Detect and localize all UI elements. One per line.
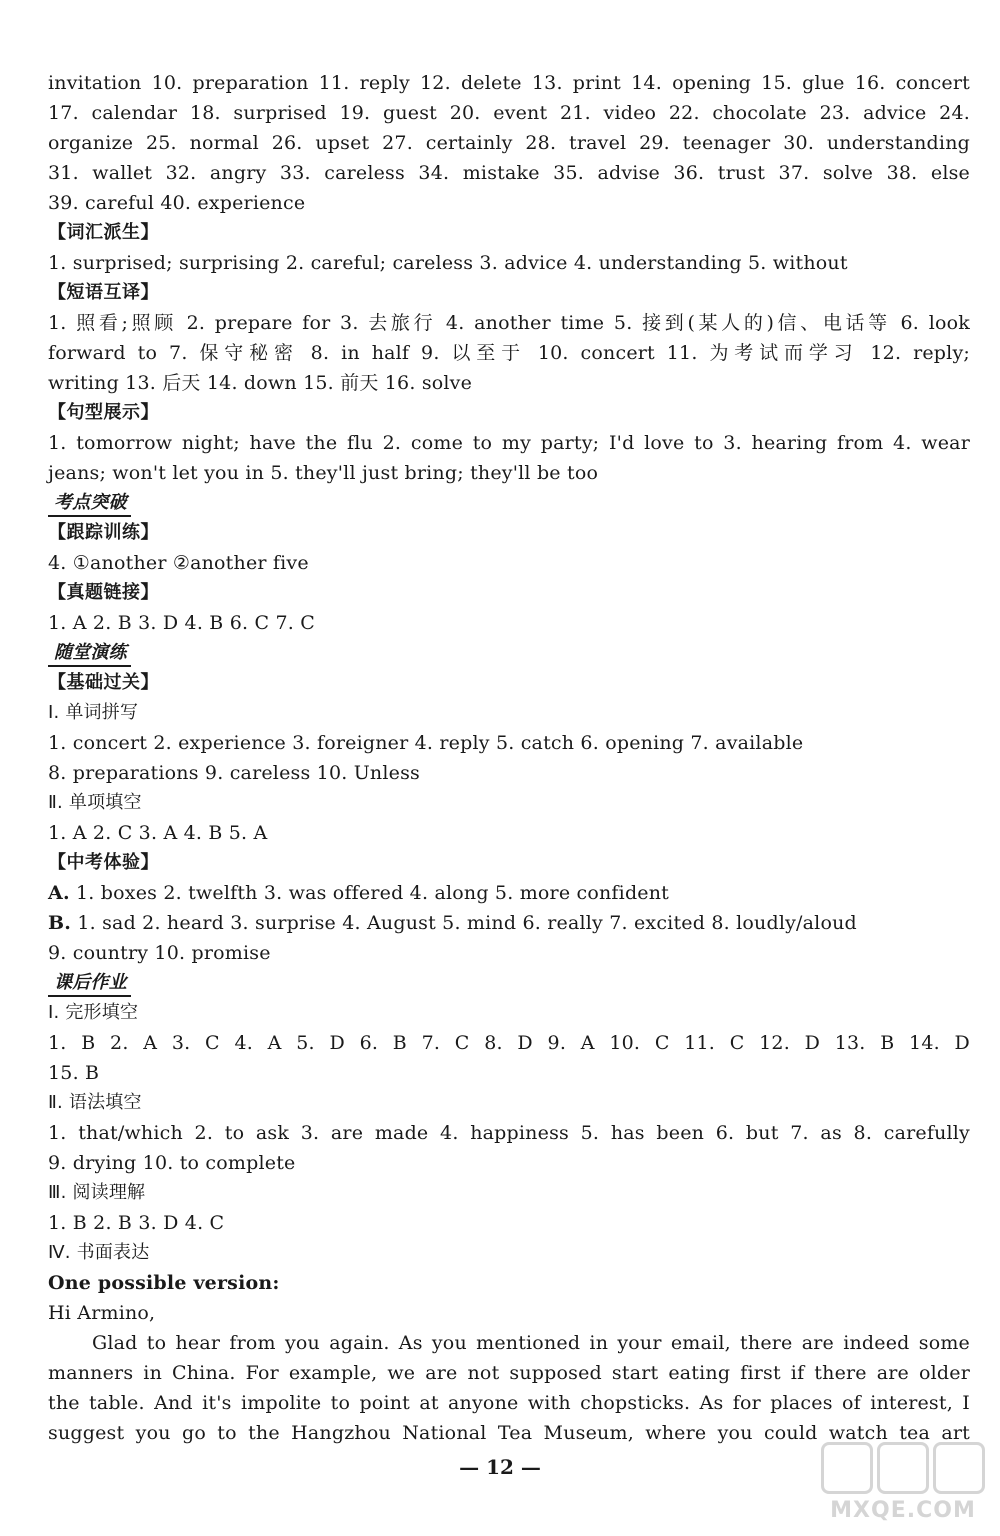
grammar-answer-line: 9. drying 10. to complete	[48, 1152, 296, 1174]
part-answers: 1. boxes 2. twelfth 3. was offered 4. along 5. more confident	[69, 882, 670, 904]
letter-greeting: Hi Armino,	[48, 1302, 156, 1324]
subheading-spelling: Ⅰ. 单词拼写	[48, 702, 139, 723]
essay-line: manners in China. For example, we are not supposed start eating first if there are older	[48, 1362, 970, 1384]
site-watermark	[818, 1442, 988, 1530]
word-derivation-answers: 1. surprised; surprising 2. careful; careless 3. advice 4. understanding 5. without	[48, 252, 848, 274]
grammar-answer-line: 1. that/which 2. to ask 3. are made 4. happiness 5. has been 6. but 7. as 8. carefully	[48, 1122, 970, 1144]
heading-word-derivation: 【词汇派生】	[48, 222, 159, 243]
essay-line: the table. And it's impolite to point at anyone with chopsticks. As for places of interest, I	[48, 1392, 970, 1414]
watermark-url: MXQE.COM	[830, 1498, 976, 1523]
part-label: B.	[48, 912, 72, 934]
part-answers: 1. sad 2. heard 3. surprise 4. August 5. mind 6. really 7. excited 8. loudly/aloud	[71, 912, 857, 934]
part-label: A.	[48, 882, 70, 904]
subheading-single-choice: Ⅱ. 单项填空	[48, 792, 142, 813]
sentence-answer-line: 1. tomorrow night; have the flu 2. come to my party; I'd love to 3. hearing from 4. wear	[48, 432, 970, 454]
vocab-answer-line: 17. calendar 18. surprised 19. guest 20. event 21. video 22. chocolate 23. advice 24.	[48, 102, 970, 124]
vocab-answer-line: organize 25. normal 26. upset 27. certainly 28. travel 29. teenager 30. understanding	[48, 132, 970, 154]
section-key-points	[48, 488, 970, 518]
spelling-answer-line: 8. preparations 9. careless 10. Unless	[48, 762, 420, 784]
section-homework	[48, 968, 970, 998]
heading-phrase-translation: 【短语互译】	[48, 282, 159, 303]
essay-line: Glad to hear from you again. As you mentioned in your email, there are indeed some	[92, 1332, 970, 1354]
sample-version-label: One possible version:	[48, 1272, 280, 1294]
exam-part-b-cont: 9. country 10. promise	[48, 942, 271, 964]
phrase-answer-line: writing 13. 后天 14. down 15. 前天 16. solve	[48, 372, 473, 394]
page-number: — 12 —	[459, 1455, 541, 1479]
cloze-answer-line: 1. B 2. A 3. C 4. A 5. D 6. B 7. C 8. D 9. A 10. C 11. C 12. D 13. B 14. D	[48, 1032, 970, 1054]
vocab-answer-line: 31. wallet 32. angry 33. careless 34. mistake 35. advise 36. trust 37. solve 38. else	[48, 162, 970, 184]
heading-exam-experience: 【中考体验】	[48, 852, 159, 873]
vocab-answer-line: 39. careful 40. experience	[48, 192, 306, 214]
phrase-answer-line: 1. 照看;照顾 2. prepare for 3. 去旅行 4. another time 5. 接到(某人的)信、电话等 6. look	[48, 312, 970, 334]
subheading-cloze: Ⅰ. 完形填空	[48, 1002, 139, 1023]
sentence-answer-line: jeans; won't let you in 5. they'll just bring; they'll be too	[48, 462, 599, 484]
heading-sentence-patterns: 【句型展示】	[48, 402, 159, 423]
tracking-answers: 4. ①another ②another five	[48, 552, 309, 574]
heading-basic-level: 【基础过关】	[48, 672, 159, 693]
heading-real-exam-links: 【真题链接】	[48, 582, 159, 603]
heading-tracking-practice: 【跟踪训练】	[48, 522, 159, 543]
exam-part-b	[48, 908, 970, 938]
watermark-box-icon	[933, 1442, 985, 1494]
single-choice-answers: 1. A 2. C 3. A 4. B 5. A	[48, 822, 268, 844]
reading-answers: 1. B 2. B 3. D 4. C	[48, 1212, 225, 1234]
vocab-answer-line: invitation 10. preparation 11. reply 12. delete 13. print 14. opening 15. glue 16. concert	[48, 72, 970, 94]
real-exam-answers: 1. A 2. B 3. D 4. B 6. C 7. C	[48, 612, 315, 634]
watermark-logo	[818, 1442, 988, 1494]
exam-part-a	[48, 878, 970, 908]
subheading-writing: Ⅳ. 书面表达	[48, 1242, 150, 1263]
spelling-answer-line: 1. concert 2. experience 3. foreigner 4. reply 5. catch 6. opening 7. available	[48, 732, 804, 754]
phrase-answer-line: forward to 7. 保守秘密 8. in half 9. 以至于 10. concert 11. 为考试而学习 12. reply;	[48, 342, 970, 364]
essay-line: suggest you go to the Hangzhou National Tea Museum, where you could watch tea art	[48, 1422, 970, 1444]
section-class-practice	[48, 638, 970, 668]
subheading-grammar-fill: Ⅱ. 语法填空	[48, 1092, 142, 1113]
subheading-reading: Ⅲ. 阅读理解	[48, 1182, 146, 1203]
section-title: 随堂演练	[48, 641, 131, 667]
watermark-box-icon	[821, 1442, 873, 1494]
section-title: 课后作业	[48, 971, 131, 997]
cloze-answer-line: 15. B	[48, 1062, 100, 1084]
watermark-box-icon	[877, 1442, 929, 1494]
answer-page	[48, 68, 970, 1448]
section-title: 考点突破	[48, 491, 131, 517]
